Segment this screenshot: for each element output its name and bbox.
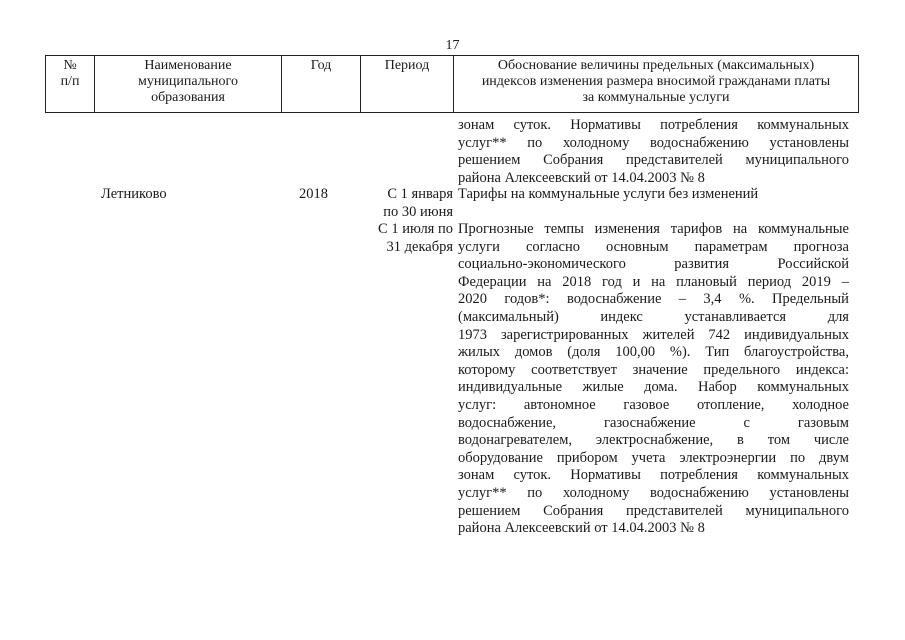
word: Набор <box>697 379 737 396</box>
word: параметрам <box>694 238 768 255</box>
word: на <box>732 221 748 237</box>
word: учета <box>631 449 666 466</box>
text-line <box>458 415 849 433</box>
line-text <box>458 152 849 170</box>
text-line <box>458 485 849 503</box>
text-line <box>458 467 849 485</box>
word: том <box>767 432 790 449</box>
line-text <box>458 503 849 521</box>
line-text: района Алексеевский от 14.04.2003 № 8 <box>458 169 705 186</box>
word: представителей <box>625 152 723 169</box>
row-year: 2018 <box>299 186 328 202</box>
word: газовое <box>623 396 670 413</box>
word: суток. <box>513 117 552 133</box>
word: и <box>632 273 641 290</box>
word: Собрания <box>543 152 604 169</box>
word: двум <box>818 449 849 466</box>
word: услуг** <box>458 484 507 501</box>
word: Собрания <box>543 502 604 519</box>
word: газоснабжение <box>604 414 696 431</box>
header-col-period: Период <box>384 58 430 73</box>
text-line <box>458 117 849 135</box>
word: прогноза <box>793 238 849 255</box>
word: по <box>790 449 806 466</box>
text-line <box>458 520 849 538</box>
text-line <box>458 362 849 380</box>
word: темпы <box>544 221 584 237</box>
line-text <box>458 309 849 327</box>
word: водоснабжение <box>566 291 662 308</box>
word: соответствует <box>531 361 617 378</box>
period-text: по 30 июня <box>383 203 453 220</box>
word: (доля <box>567 344 601 361</box>
text-line <box>458 221 849 239</box>
header-col-municipality <box>95 58 281 106</box>
text-line <box>458 344 849 362</box>
header-text: Наименование <box>144 58 232 73</box>
word: решением <box>458 152 521 169</box>
word: на <box>651 273 666 290</box>
continuation-paragraph <box>458 117 849 187</box>
word: Нормативы <box>570 467 641 484</box>
word: холодному <box>562 484 630 501</box>
justification-paragraph <box>458 221 849 538</box>
word: муниципального <box>745 502 849 519</box>
word: годов*: <box>504 291 550 308</box>
word: потребления <box>660 117 738 133</box>
line-text <box>458 256 849 274</box>
word: водоснабжению <box>649 484 749 501</box>
text-line <box>458 256 849 274</box>
line-text <box>458 485 849 503</box>
word: которому <box>458 361 516 378</box>
word: период <box>747 273 792 290</box>
word: водоснабжение, <box>458 414 557 431</box>
word: на <box>537 273 552 290</box>
word: благоустройства, <box>744 344 849 361</box>
line-text <box>458 344 849 362</box>
header-text: п/п <box>60 74 80 89</box>
tariffs-unchanged-text: Тарифы на коммунальные услуги без изменений <box>458 186 759 202</box>
period-text: С 1 января <box>387 186 453 202</box>
word: водоснабжению <box>649 134 749 151</box>
word: Российской <box>777 256 849 273</box>
word: коммунальных <box>757 117 849 133</box>
text-line <box>458 327 849 345</box>
line-text: района Алексеевский от 14.04.2003 № 8 <box>458 520 705 537</box>
word: Федерации <box>458 273 527 290</box>
text-line <box>458 170 849 188</box>
word: Прогнозные <box>458 221 534 237</box>
word: – <box>841 273 849 290</box>
word: %). <box>669 344 691 361</box>
word: водонагревателем, <box>458 432 572 449</box>
text-line <box>458 379 849 397</box>
header-text: № <box>63 58 77 73</box>
word: 2020 <box>458 291 487 308</box>
line-text <box>458 274 849 292</box>
word: дома. <box>644 379 678 396</box>
line-text <box>458 362 849 380</box>
word: с <box>743 414 750 431</box>
header-text: образования <box>151 90 225 105</box>
word: Тип <box>705 344 730 361</box>
word: коммунальных <box>757 467 849 484</box>
word: установлены <box>769 134 849 151</box>
line-text <box>458 135 849 153</box>
word: электроэнергии <box>679 449 777 466</box>
word: развития <box>674 256 730 273</box>
word: представителей <box>625 502 723 519</box>
table-top-border <box>45 55 859 56</box>
line-text <box>458 450 849 468</box>
word: согласно <box>525 238 580 255</box>
text-line <box>458 291 849 309</box>
text-line <box>458 503 849 521</box>
word: значение <box>632 361 688 378</box>
word: решением <box>458 502 521 519</box>
text-line <box>458 274 849 292</box>
word: Предельный <box>772 291 849 308</box>
word: домов <box>514 344 553 361</box>
word: основным <box>606 238 669 255</box>
line-text <box>458 415 849 433</box>
header-text: за коммунальные услуги <box>582 90 730 105</box>
word: отопление, <box>696 396 765 413</box>
line-text <box>458 117 849 135</box>
word: 742 <box>708 326 731 343</box>
word: – <box>678 291 687 308</box>
word: холодное <box>792 396 849 413</box>
word: коммунальных <box>757 379 849 396</box>
word: тарифов <box>670 221 723 237</box>
word: плановый <box>676 273 737 290</box>
word: прибором <box>556 449 618 466</box>
text-line <box>458 135 849 153</box>
word: 2018 <box>562 273 592 290</box>
text-line <box>458 152 849 170</box>
word: коммунальные <box>757 221 849 237</box>
word: индекс <box>600 308 643 325</box>
line-text <box>458 379 849 397</box>
word: потребления <box>660 467 738 484</box>
word: зарегистрированных <box>500 326 629 343</box>
word: холодному <box>562 134 630 151</box>
header-text: муниципального <box>138 74 238 89</box>
word: суток. <box>513 467 552 484</box>
header-col-justification <box>454 58 858 106</box>
line-text <box>458 432 849 450</box>
word: услуг: <box>458 396 497 413</box>
word: зонам <box>458 467 495 484</box>
word: Нормативы <box>570 117 641 133</box>
line-text <box>458 397 849 415</box>
word: оборудование <box>458 449 543 466</box>
word: 100,00 <box>615 344 656 361</box>
word: в <box>737 432 744 449</box>
word: числе <box>813 432 849 449</box>
word: устанавливается <box>684 308 787 325</box>
text-line <box>458 397 849 415</box>
line-text <box>458 221 849 239</box>
word: по <box>527 134 543 151</box>
word: автономное <box>523 396 596 413</box>
word: предельного <box>703 361 781 378</box>
word: установлены <box>769 484 849 501</box>
word: для <box>827 308 849 325</box>
word: социально-экономического <box>458 256 626 273</box>
period-first-half <box>363 186 453 221</box>
text-line <box>458 432 849 450</box>
word: 2019 <box>801 273 831 290</box>
period-text: С 1 июля по <box>378 221 453 237</box>
word: изменения <box>594 221 660 237</box>
line-text <box>458 467 849 485</box>
line-text <box>458 327 849 345</box>
header-text: индексов изменения размера вносимой гражданами платы <box>481 74 831 89</box>
page-number: 17 <box>445 38 460 53</box>
word: %. <box>738 291 755 308</box>
word: 1973 <box>458 326 487 343</box>
word: жителей <box>642 326 695 343</box>
word: по <box>527 484 543 501</box>
word: индивидуальных <box>744 326 849 343</box>
word: (максимальный) <box>458 308 559 325</box>
word: зонам <box>458 117 495 133</box>
line-text <box>458 239 849 257</box>
word: газовым <box>797 414 849 431</box>
word: индивидуальные <box>458 379 563 396</box>
line-text <box>458 291 849 309</box>
word: жилых <box>458 344 501 361</box>
word: услуги <box>458 238 500 255</box>
word: год <box>602 273 622 290</box>
word: услуг** <box>458 134 507 151</box>
text-line <box>458 239 849 257</box>
period-second-half <box>358 221 453 256</box>
table-header-bottom-border <box>45 112 859 113</box>
word: 3,4 <box>703 291 722 308</box>
word: электроснабжение, <box>595 432 714 449</box>
table-border-right <box>858 55 859 113</box>
header-col-number <box>46 58 94 90</box>
header-col-year: Год <box>310 58 332 73</box>
municipality-name: Летниково <box>101 186 167 202</box>
period-text: 31 декабря <box>386 238 453 255</box>
word: муниципального <box>745 152 849 169</box>
word: индекса: <box>795 361 849 378</box>
word: жилые <box>582 379 624 396</box>
text-line <box>458 450 849 468</box>
header-text: Обоснование величины предельных (максимальных) <box>497 58 815 73</box>
text-line <box>458 309 849 327</box>
